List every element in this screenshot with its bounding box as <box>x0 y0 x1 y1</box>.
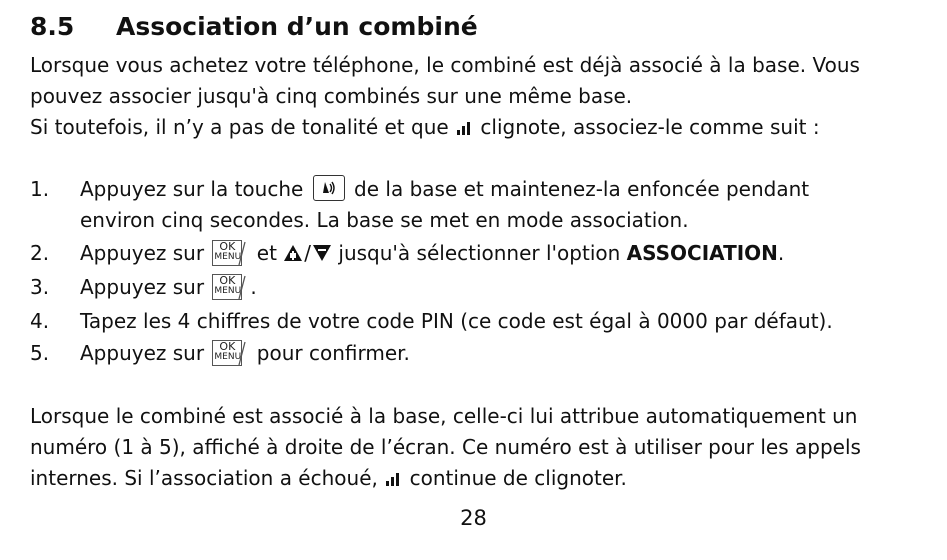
section-title: Association d’un combiné <box>116 12 478 41</box>
list-item <box>30 238 833 272</box>
ok-menu-key-icon <box>212 240 246 266</box>
list-item <box>30 174 833 238</box>
step-text: Appuyez sur <box>80 241 205 265</box>
option-name: ASSOCIATION <box>626 241 778 265</box>
step-text-continued: environ cinq secondes. La base se met en mode association. <box>80 208 689 232</box>
intro-line-3-end: clignote, associez-le comme suit : <box>480 115 820 139</box>
signal-bars-icon <box>386 473 400 486</box>
list-item <box>30 338 833 370</box>
intro-line-2: pouvez associer jusqu'à cinq combinés sur une même base. <box>30 84 633 108</box>
key-label-menu: MENU <box>214 286 242 296</box>
step-text: de la base et maintenez-la enfoncée pendant <box>354 177 810 201</box>
key-label-menu: MENU <box>214 352 242 362</box>
page-number: 28 <box>460 506 487 530</box>
ok-menu-key-icon <box>212 274 246 300</box>
nav-down-icon <box>312 244 332 262</box>
nav-separator: / <box>304 241 312 265</box>
outro-line-2: numéro (1 à 5), affiché à droite de l’écran. Ce numéro est à utiliser pour les appels <box>30 435 861 459</box>
signal-bars-icon <box>457 122 471 135</box>
key-label-ok: OK <box>219 340 236 353</box>
step-text: Appuyez sur <box>80 341 205 365</box>
step-text: et <box>256 241 277 265</box>
intro-line-3-start: Si toutefois, il n’y a pas de tonalité et que <box>30 115 449 139</box>
steps-list <box>30 174 833 370</box>
outro-paragraph <box>30 401 861 494</box>
key-label-ok: OK <box>219 274 236 287</box>
outro-line-3-start: internes. Si l’association a échoué, <box>30 466 378 490</box>
nav-up-icon <box>283 244 303 262</box>
step-number: 4. <box>30 309 50 333</box>
key-label-ok: OK <box>219 240 236 253</box>
step-number: 2. <box>30 241 50 265</box>
list-item <box>30 272 833 306</box>
step-number: 3. <box>30 275 50 299</box>
outro-line-3-end: continue de clignoter. <box>409 466 627 490</box>
step-text-end: . <box>250 275 257 299</box>
step-number: 5. <box>30 341 50 365</box>
step-text: jusqu'à sélectionner l'option <box>338 241 621 265</box>
key-label-menu: MENU <box>214 252 242 262</box>
step-text-end: . <box>777 241 785 265</box>
intro-line-1: Lorsque vous achetez votre téléphone, le combiné est déjà associé à la base. Vous <box>30 53 860 77</box>
step-text: Appuyez sur la touche <box>80 177 304 201</box>
outro-line-1: Lorsque le combiné est associé à la base, celle-ci lui attribue automatiquement un <box>30 404 858 428</box>
section-number: 8.5 <box>30 12 75 41</box>
page-key-icon <box>313 175 345 201</box>
section-heading <box>30 12 478 41</box>
step-text: Appuyez sur <box>80 275 205 299</box>
ok-menu-key-icon <box>212 340 246 366</box>
step-text: Tapez les 4 chiffres de votre code PIN (ce code est égal à 0000 par défaut). <box>80 309 833 333</box>
step-text: pour confirmer. <box>256 341 410 365</box>
intro-paragraph <box>30 50 860 143</box>
list-item <box>30 306 833 338</box>
step-number: 1. <box>30 177 50 201</box>
